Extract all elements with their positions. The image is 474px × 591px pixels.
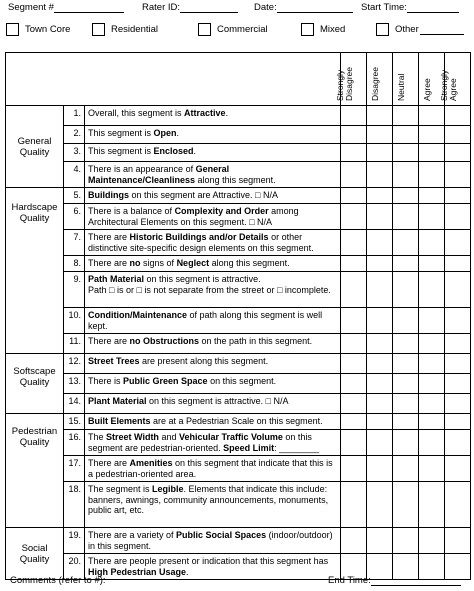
- rating-cell[interactable]: [445, 106, 471, 126]
- col-strongly-agree: [438, 53, 471, 106]
- category-label: Quality: [19, 437, 50, 448]
- rating-cell[interactable]: [393, 308, 419, 334]
- rating-cell[interactable]: [445, 430, 471, 456]
- table-row: [6, 394, 471, 414]
- rating-cell[interactable]: [367, 256, 393, 272]
- rating-cell[interactable]: [445, 374, 471, 394]
- rating-cell[interactable]: [393, 230, 419, 256]
- option-label: Residential: [111, 24, 158, 35]
- item-statement: There are people present or indication that this segment has High Pedestrian Usage.: [85, 554, 341, 580]
- segment-label: Segment #: [8, 2, 54, 13]
- item-number: 20.: [64, 554, 85, 580]
- table-row: [6, 354, 471, 374]
- item-statement: There are Amenities on this segment that indicate that this is a pedestrian-oriented area.: [85, 456, 341, 482]
- rating-cell[interactable]: [393, 144, 419, 162]
- table-row: [6, 188, 471, 204]
- category-label: General: [17, 135, 52, 147]
- table-row: [6, 374, 471, 394]
- item-statement: There are Historic Buildings and/or Details or other distinctive site-specific design elements on this segment.: [85, 230, 341, 256]
- item-statement: The Street Width and Vehicular Traffic Volume on this segment are pedestrian-oriented. Speed Limit: ________: [85, 430, 341, 456]
- survey-table: [5, 52, 471, 580]
- rating-cell[interactable]: [367, 162, 393, 188]
- rating-cell[interactable]: [419, 394, 445, 414]
- rating-cell[interactable]: [445, 394, 471, 414]
- checkbox[interactable]: [6, 23, 19, 36]
- rating-cell[interactable]: [445, 162, 471, 188]
- rating-cell[interactable]: [393, 456, 419, 482]
- option-residential[interactable]: [92, 23, 158, 36]
- item-statement: Condition/Maintenance of path along this segment is well kept.: [85, 308, 341, 334]
- item-number: 3.: [64, 144, 85, 162]
- rating-cell[interactable]: [419, 256, 445, 272]
- rating-cell[interactable]: [393, 354, 419, 374]
- rating-cell[interactable]: [393, 106, 419, 126]
- option-label: Mixed: [320, 24, 346, 35]
- rating-cell[interactable]: [367, 528, 393, 554]
- item-number: 13.: [64, 374, 85, 394]
- rating-cell[interactable]: [393, 414, 419, 430]
- rating-cell[interactable]: [341, 162, 367, 188]
- rating-cell[interactable]: [367, 272, 393, 308]
- item-number: 18.: [64, 482, 85, 528]
- category-label: Hardscape: [11, 202, 58, 213]
- table-row: [6, 528, 471, 554]
- rating-cell[interactable]: [341, 188, 367, 204]
- item-number: 4.: [64, 162, 85, 188]
- rating-cell[interactable]: [367, 126, 393, 144]
- table-row: [6, 482, 471, 528]
- comments-label: Comments (refer to #):: [10, 575, 106, 586]
- rating-cell[interactable]: [341, 414, 367, 430]
- category-label: Pedestrian: [11, 426, 58, 437]
- rating-cell[interactable]: [393, 482, 419, 528]
- item-number: 8.: [64, 256, 85, 272]
- category-pedestrian-quality: [6, 414, 64, 528]
- rating-cell[interactable]: [445, 230, 471, 256]
- table-row: [6, 430, 471, 456]
- option-label: Town Core: [25, 24, 71, 35]
- rating-cell[interactable]: [393, 272, 419, 308]
- form-header: [8, 2, 468, 16]
- end-time-field[interactable]: [328, 575, 371, 586]
- rating-cell[interactable]: [445, 456, 471, 482]
- rating-cell[interactable]: [341, 230, 367, 256]
- segment-field[interactable]: [8, 2, 54, 13]
- item-statement: Buildings on this segment are Attractive. □ N/A: [85, 188, 341, 204]
- category-label: Quality: [19, 213, 50, 224]
- rating-cell[interactable]: [393, 162, 419, 188]
- rating-cell[interactable]: [393, 126, 419, 144]
- header-blank-cell: [6, 53, 341, 106]
- table-row: [6, 272, 471, 308]
- rating-cell[interactable]: [393, 430, 419, 456]
- rating-cell[interactable]: [367, 456, 393, 482]
- option-town-core[interactable]: [6, 23, 70, 36]
- table-row: [6, 456, 471, 482]
- item-statement: Path Material on this segment is attractive. Path □ is or □ is not separate from the street or □ incomplete.: [85, 272, 341, 308]
- rating-cell[interactable]: [445, 126, 471, 144]
- category-label: Quality: [19, 377, 50, 388]
- rating-cell[interactable]: [419, 204, 445, 230]
- item-statement: There are no Obstructions on the path in this segment.: [85, 334, 341, 354]
- rating-cell[interactable]: [419, 334, 445, 354]
- col-strongly-disagree: [334, 53, 367, 106]
- category-label: Social: [21, 542, 48, 554]
- rating-cell[interactable]: [419, 528, 445, 554]
- rating-cell[interactable]: [419, 162, 445, 188]
- rating-cell[interactable]: [341, 334, 367, 354]
- item-statement: Built Elements are at a Pedestrian Scale on this segment.: [85, 414, 341, 430]
- rating-cell[interactable]: [341, 256, 367, 272]
- rating-cell[interactable]: [341, 430, 367, 456]
- item-statement: There is Public Green Space on this segment.: [85, 374, 341, 394]
- rating-cell[interactable]: [367, 354, 393, 374]
- segment-type-options: [6, 23, 470, 39]
- item-statement: There are no signs of Neglect along this segment.: [85, 256, 341, 272]
- item-statement: This segment is Enclosed.: [85, 144, 341, 162]
- checkbox[interactable]: [301, 23, 314, 36]
- date-label: Date:: [254, 2, 277, 13]
- col-neutral: [393, 53, 419, 106]
- rating-cell[interactable]: [341, 126, 367, 144]
- col-label: Neutral: [395, 73, 406, 101]
- option-commercial[interactable]: [198, 23, 268, 36]
- rating-cell[interactable]: [367, 430, 393, 456]
- date-field[interactable]: [254, 2, 277, 13]
- table-row: [6, 230, 471, 256]
- rater-label: Rater ID:: [142, 2, 181, 13]
- rating-cell[interactable]: [341, 394, 367, 414]
- rating-cell[interactable]: [393, 334, 419, 354]
- table-row: [6, 308, 471, 334]
- table-row: [6, 162, 471, 188]
- item-number: 11.: [64, 334, 85, 354]
- item-statement: Street Trees are present along this segment.: [85, 354, 341, 374]
- rating-cell[interactable]: [367, 482, 393, 528]
- other-write-in[interactable]: [420, 24, 464, 35]
- rating-cell[interactable]: [341, 456, 367, 482]
- rating-cell[interactable]: [445, 272, 471, 308]
- col-label: Agree: [447, 78, 458, 101]
- table-row: [6, 144, 471, 162]
- rating-cell[interactable]: [367, 334, 393, 354]
- item-statement: The segment is Legible. Elements that indicate this include: banners, awnings, community announcements, monuments, public art, etc.: [85, 482, 341, 528]
- option-other[interactable]: [376, 23, 464, 36]
- rating-cell[interactable]: [419, 106, 445, 126]
- col-label: Agree: [421, 78, 432, 101]
- table-row: [6, 204, 471, 230]
- rating-cell[interactable]: [341, 354, 367, 374]
- rating-cell[interactable]: [341, 308, 367, 334]
- item-number: 12.: [64, 354, 85, 374]
- rating-cell[interactable]: [367, 230, 393, 256]
- rating-cell[interactable]: [445, 528, 471, 554]
- item-number: 19.: [64, 528, 85, 554]
- rating-cell[interactable]: [419, 126, 445, 144]
- item-number: 17.: [64, 456, 85, 482]
- col-label: Strongly: [334, 69, 345, 101]
- item-number: 15.: [64, 414, 85, 430]
- rating-cell[interactable]: [445, 256, 471, 272]
- rating-cell[interactable]: [445, 482, 471, 528]
- item-number: 2.: [64, 126, 85, 144]
- rating-cell[interactable]: [367, 188, 393, 204]
- rating-cell[interactable]: [393, 528, 419, 554]
- start-time-field[interactable]: [361, 2, 407, 13]
- item-number: 6.: [64, 204, 85, 230]
- table-row: [6, 256, 471, 272]
- checkbox[interactable]: [376, 23, 389, 36]
- rating-cell[interactable]: [367, 144, 393, 162]
- rating-cell[interactable]: [393, 394, 419, 414]
- item-statement: There is an appearance of General Maintenance/Cleanliness along this segment.: [85, 162, 341, 188]
- checkbox[interactable]: [92, 23, 105, 36]
- category-general-quality: [6, 106, 64, 188]
- item-number: 14.: [64, 394, 85, 414]
- rating-cell[interactable]: [419, 374, 445, 394]
- rating-cell[interactable]: [445, 308, 471, 334]
- rating-cell[interactable]: [393, 188, 419, 204]
- item-number: 5.: [64, 188, 85, 204]
- category-social-quality: [6, 528, 64, 580]
- rating-cell[interactable]: [367, 204, 393, 230]
- rating-cell[interactable]: [367, 374, 393, 394]
- rating-cell[interactable]: [419, 456, 445, 482]
- rating-cell[interactable]: [445, 354, 471, 374]
- option-mixed[interactable]: [301, 23, 345, 36]
- rating-cell[interactable]: [445, 204, 471, 230]
- item-number: 7.: [64, 230, 85, 256]
- rating-cell[interactable]: [341, 374, 367, 394]
- table-row: [6, 414, 471, 430]
- rating-cell[interactable]: [419, 414, 445, 430]
- table-row: [6, 126, 471, 144]
- rating-cell[interactable]: [445, 144, 471, 162]
- end-time-label: End Time:: [328, 575, 371, 586]
- col-label: Disagree: [369, 66, 380, 101]
- rating-cell[interactable]: [445, 334, 471, 354]
- category-softscape-quality: [6, 354, 64, 414]
- rating-cell[interactable]: [393, 204, 419, 230]
- rating-cell[interactable]: [419, 482, 445, 528]
- rating-cell[interactable]: [393, 374, 419, 394]
- rating-cell[interactable]: [445, 188, 471, 204]
- checkbox[interactable]: [198, 23, 211, 36]
- start-time-label: Start Time:: [361, 2, 407, 13]
- rating-cell[interactable]: [419, 308, 445, 334]
- table-row: [6, 334, 471, 354]
- rating-cell[interactable]: [445, 414, 471, 430]
- category-label: Softscape: [13, 366, 56, 377]
- col-disagree: [367, 53, 393, 106]
- rating-cell[interactable]: [419, 144, 445, 162]
- rating-cell[interactable]: [341, 482, 367, 528]
- col-label: Disagree: [343, 66, 354, 101]
- col-label: Strongly: [438, 69, 449, 101]
- rating-header-row: [6, 53, 471, 106]
- item-number: 9.: [64, 272, 85, 308]
- item-number: 16.: [64, 430, 85, 456]
- rating-cell[interactable]: [341, 106, 367, 126]
- item-statement: Plant Material on this segment is attractive. □ N/A: [85, 394, 341, 414]
- rating-cell[interactable]: [419, 354, 445, 374]
- item-statement: There is a balance of Complexity and Order among Architectural Elements on this segment. □ N/A: [85, 204, 341, 230]
- rating-cell[interactable]: [341, 144, 367, 162]
- category-label: Quality: [19, 553, 50, 565]
- option-label: Other: [395, 24, 419, 35]
- category-label: Quality: [19, 146, 50, 158]
- category-hardscape-quality: [6, 188, 64, 354]
- rating-cell[interactable]: [341, 528, 367, 554]
- option-label: Commercial: [217, 24, 268, 35]
- rating-cell[interactable]: [367, 394, 393, 414]
- rating-cell[interactable]: [367, 106, 393, 126]
- rating-cell[interactable]: [419, 188, 445, 204]
- rating-cell[interactable]: [393, 256, 419, 272]
- rating-cell[interactable]: [419, 430, 445, 456]
- rater-field[interactable]: [142, 2, 180, 13]
- item-statement: This segment is Open.: [85, 126, 341, 144]
- rating-cell[interactable]: [341, 204, 367, 230]
- item-statement: Overall, this segment is Attractive.: [85, 106, 341, 126]
- rating-cell[interactable]: [367, 414, 393, 430]
- rating-cell[interactable]: [419, 272, 445, 308]
- item-number: 10.: [64, 308, 85, 334]
- rating-cell[interactable]: [419, 230, 445, 256]
- item-statement: There are a variety of Public Social Spaces (indoor/outdoor) in this segment.: [85, 528, 341, 554]
- rating-cell[interactable]: [341, 272, 367, 308]
- item-number: 1.: [64, 106, 85, 126]
- rating-cell[interactable]: [367, 308, 393, 334]
- table-row: [6, 106, 471, 126]
